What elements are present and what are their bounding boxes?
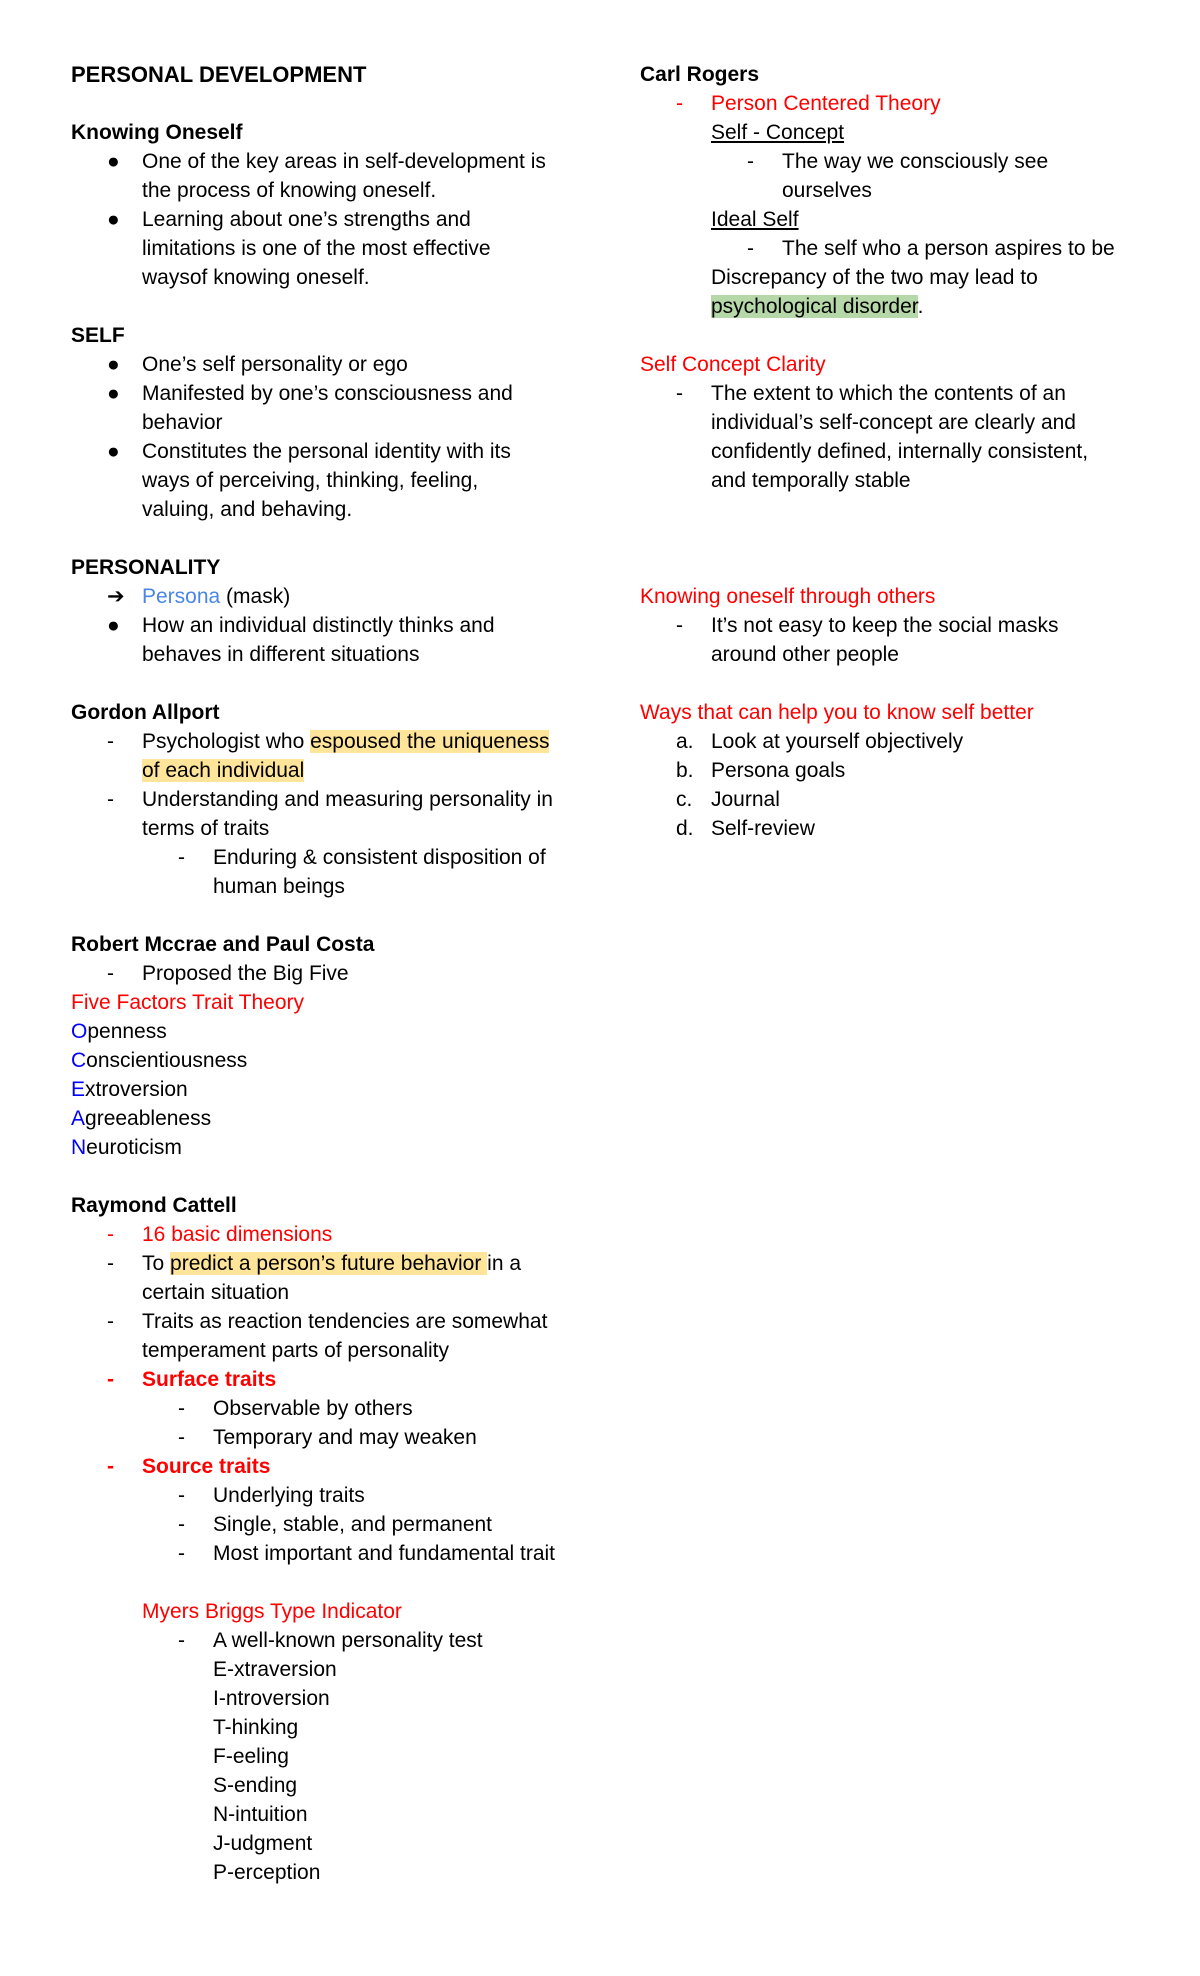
list-item: - Person Centered Theory bbox=[640, 89, 1160, 118]
list-item-continued: behavior bbox=[142, 411, 223, 434]
dash-marker: - bbox=[107, 962, 114, 985]
list-item-continued: valuing, and behaving. bbox=[142, 498, 353, 521]
list-item-continued: temperament parts of personality bbox=[142, 1339, 449, 1362]
dash-marker: - bbox=[107, 1455, 114, 1478]
sub-list-item: - Single, stable, and permanent bbox=[71, 1510, 601, 1539]
trait-initial: E bbox=[71, 1078, 86, 1101]
sub-list-item: - The self who a person aspires to be bbox=[640, 234, 1160, 263]
dash-marker: - bbox=[676, 382, 683, 405]
ideal-self-label: Ideal Self bbox=[711, 208, 799, 231]
mccrae-costa-heading: Robert Mccrae and Paul Costa bbox=[71, 933, 375, 956]
dash-marker: - bbox=[178, 846, 185, 869]
sub-list-item-continued: human beings bbox=[213, 875, 345, 898]
list-item-continued: ways of perceiving, thinking, feeling, bbox=[142, 469, 479, 492]
highlighted-text: of each individual bbox=[142, 759, 305, 782]
cattell-heading: Raymond Cattell bbox=[71, 1194, 237, 1217]
trait-conscientiousness: Conscientiousness bbox=[71, 1049, 248, 1072]
trait-neuroticism: Neuroticism bbox=[71, 1136, 182, 1159]
dash-marker: - bbox=[178, 1426, 185, 1449]
list-item: ● How an individual distinctly thinks and bbox=[71, 611, 601, 640]
rogers-heading: Carl Rogers bbox=[640, 63, 760, 86]
list-item-continued: certain situation bbox=[142, 1281, 290, 1304]
discrepancy-text: psychological disorder. bbox=[711, 295, 924, 318]
dash-marker: - bbox=[107, 1310, 114, 1333]
mbti-item: P-erception bbox=[213, 1861, 321, 1884]
highlighted-text: psychological disorder bbox=[711, 295, 918, 318]
persona-term: Persona bbox=[142, 585, 221, 608]
bullet-icon: ● bbox=[107, 208, 120, 231]
sub-list-item: - Enduring & consistent disposition of bbox=[71, 843, 601, 872]
list-marker: c. bbox=[676, 788, 693, 811]
trait-openness: Openness bbox=[71, 1020, 167, 1043]
allport-heading: Gordon Allport bbox=[71, 701, 220, 724]
bullet-icon: ● bbox=[107, 382, 120, 405]
mbti-item: I-ntroversion bbox=[213, 1687, 330, 1710]
list-item: - Proposed the Big Five bbox=[71, 959, 601, 988]
list-item: - To predict a person’s future behavior in a bbox=[71, 1249, 601, 1278]
arrow-right-icon: ➔ bbox=[107, 585, 125, 608]
list-item-continued: the process of knowing oneself. bbox=[142, 179, 437, 202]
mbti-title: Myers Briggs Type Indicator bbox=[142, 1600, 402, 1623]
bullet-icon: ● bbox=[107, 440, 120, 463]
list-item: ● One’s self personality or ego bbox=[71, 350, 601, 379]
mbti-item: N-intuition bbox=[213, 1803, 308, 1826]
mbti-item: E-xtraversion bbox=[213, 1658, 337, 1681]
dash-marker: - bbox=[676, 92, 683, 115]
list-item: c. Journal bbox=[640, 785, 1160, 814]
list-item: - 16 basic dimensions bbox=[71, 1220, 601, 1249]
dash-marker: - bbox=[747, 150, 754, 173]
dash-marker: - bbox=[107, 1252, 114, 1275]
self-heading: SELF bbox=[71, 324, 125, 347]
dash-marker: - bbox=[178, 1484, 185, 1507]
mbti-item: F-eeling bbox=[213, 1745, 289, 1768]
mbti-item: T-hinking bbox=[213, 1716, 299, 1739]
five-factors-title: Five Factors Trait Theory bbox=[71, 991, 305, 1014]
dash-marker: - bbox=[107, 1368, 114, 1391]
list-item-continued: limitations is one of the most effective bbox=[142, 237, 491, 260]
list-item: - The extent to which the contents of an bbox=[640, 379, 1160, 408]
list-item: - It’s not easy to keep the social masks bbox=[640, 611, 1160, 640]
trait-initial: C bbox=[71, 1049, 87, 1072]
trait-initial: O bbox=[71, 1020, 88, 1043]
dash-marker: - bbox=[178, 1629, 185, 1652]
list-item-continued: and temporally stable bbox=[711, 469, 911, 492]
list-item-continued: around other people bbox=[711, 643, 899, 666]
mbti-item: S-ending bbox=[213, 1774, 298, 1797]
list-item-continued: terms of traits bbox=[142, 817, 270, 840]
dash-marker: - bbox=[178, 1397, 185, 1420]
list-item-continued: individual’s self-concept are clearly and bbox=[711, 411, 1076, 434]
list-item: b. Persona goals bbox=[640, 756, 1160, 785]
sub-list-item: - The way we consciously see bbox=[640, 147, 1160, 176]
sub-list-item: - Observable by others bbox=[71, 1394, 601, 1423]
list-item-continued: confidently defined, internally consistent, bbox=[711, 440, 1089, 463]
list-item: - Psychologist who espoused the uniqueness bbox=[71, 727, 601, 756]
surface-traits-item: - Surface traits bbox=[71, 1365, 601, 1394]
discrepancy-text: Discrepancy of the two may lead to bbox=[711, 266, 1038, 289]
source-traits-item: - Source traits bbox=[71, 1452, 601, 1481]
list-item: ● One of the key areas in self-development is bbox=[71, 147, 601, 176]
list-item: ➔ Persona (mask) bbox=[71, 582, 601, 611]
right-column bbox=[640, 60, 1160, 843]
list-item-continued: behaves in different situations bbox=[142, 643, 420, 666]
document-title: PERSONAL DEVELOPMENT bbox=[71, 62, 367, 87]
sub-list-item: - A well-known personality test bbox=[71, 1626, 601, 1655]
list-item: a. Look at yourself objectively bbox=[640, 727, 1160, 756]
bullet-icon: ● bbox=[107, 614, 120, 637]
dash-marker: - bbox=[178, 1542, 185, 1565]
list-item: d. Self-review bbox=[640, 814, 1160, 843]
sub-list-item: - Most important and fundamental trait bbox=[71, 1539, 601, 1568]
sub-list-item: - Temporary and may weaken bbox=[71, 1423, 601, 1452]
list-item: - Understanding and measuring personality in bbox=[71, 785, 601, 814]
self-concept-clarity-heading: Self Concept Clarity bbox=[640, 353, 826, 376]
list-item: ● Learning about one’s strengths and bbox=[71, 205, 601, 234]
list-item-continued: waysof knowing oneself. bbox=[142, 266, 370, 289]
dash-marker: - bbox=[107, 1223, 114, 1246]
list-marker: b. bbox=[676, 759, 694, 782]
personality-heading: PERSONALITY bbox=[71, 556, 221, 579]
sub-list-item: - Underlying traits bbox=[71, 1481, 601, 1510]
dash-marker: - bbox=[178, 1513, 185, 1536]
dash-marker: - bbox=[107, 788, 114, 811]
bullet-icon: ● bbox=[107, 150, 120, 173]
highlighted-text: predict a person’s future behavior bbox=[170, 1252, 488, 1275]
list-marker: a. bbox=[676, 730, 694, 753]
bullet-icon: ● bbox=[107, 353, 120, 376]
knowing-oneself-heading: Knowing Oneself bbox=[71, 121, 243, 144]
ways-heading: Ways that can help you to know self better bbox=[640, 701, 1034, 724]
trait-extroversion: Extroversion bbox=[71, 1078, 188, 1101]
list-marker: d. bbox=[676, 817, 694, 840]
highlighted-text: espoused the uniqueness bbox=[310, 730, 550, 753]
left-column bbox=[71, 60, 601, 1887]
list-item-continued bbox=[71, 756, 601, 785]
dash-marker: - bbox=[747, 237, 754, 260]
trait-agreeableness: Agreeableness bbox=[71, 1107, 212, 1130]
sub-list-item-continued: ourselves bbox=[782, 179, 872, 202]
dash-marker: - bbox=[107, 730, 114, 753]
list-item: ● Manifested by one’s consciousness and bbox=[71, 379, 601, 408]
dash-marker: - bbox=[676, 614, 683, 637]
list-item: ● Constitutes the personal identity with its bbox=[71, 437, 601, 466]
list-item: - Traits as reaction tendencies are somewhat bbox=[71, 1307, 601, 1336]
knowing-through-others-heading: Knowing oneself through others bbox=[640, 585, 936, 608]
mbti-item: J-udgment bbox=[213, 1832, 313, 1855]
trait-initial: N bbox=[71, 1136, 87, 1159]
self-concept-label: Self - Concept bbox=[711, 121, 845, 144]
trait-initial: A bbox=[71, 1107, 86, 1130]
